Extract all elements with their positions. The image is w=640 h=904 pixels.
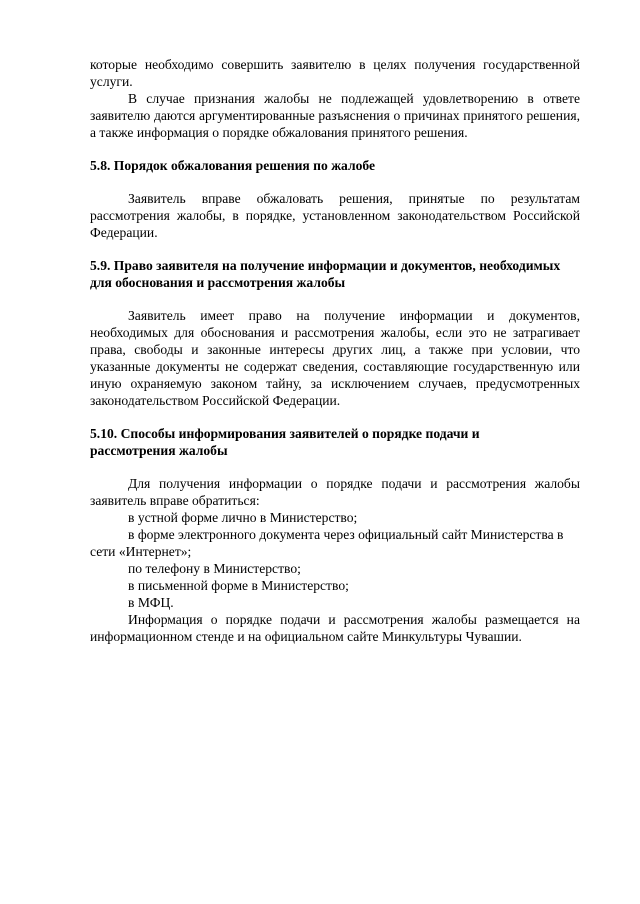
document-page	[90, 56, 580, 645]
section-5-8-paragraph: Заявитель вправе обжаловать решения, принятые по результатам рассмотрения жалобы, в порядке, установленном законодательством Российской Федерации.	[90, 191, 580, 240]
rejection-paragraph: В случае признания жалобы не подлежащей удовлетворению в ответе заявителю даются аргументированные разъяснения о причинах принятого решения, а также информация о порядке обжалования принятого решения.	[90, 91, 580, 140]
list-item: в устной форме лично в Министерство;	[128, 510, 358, 525]
continued-paragraph: которые необходимо совершить заявителю в целях получения государственной услуги.	[90, 57, 580, 89]
section-5-8-heading: 5.8. Порядок обжалования решения по жалобе	[90, 158, 376, 173]
list-item: в форме электронного документа через официальный сайт Министерства в сети «Интернет»;	[90, 527, 564, 559]
section-5-10-heading-line2: рассмотрения жалобы	[90, 443, 228, 458]
list-item: в письменной форме в Министерство;	[128, 578, 349, 593]
section-5-10-final-paragraph: Информация о порядке подачи и рассмотрения жалобы размещается на информационном стенде и на официальном сайте Минкультуры Чувашии.	[90, 612, 580, 644]
section-5-10-intro: Для получения информации о порядке подачи и рассмотрения жалобы заявитель вправе обратиться:	[90, 476, 580, 508]
section-5-9-paragraph: Заявитель имеет право на получение информации и документов, необходимых для обоснования и рассмотрения жалобы, если это не затрагивает права, свободы и законные интересы других лиц, а также при условии, что указанные документы не содержат сведения, составляющие государственную или иную охраняемую законом тайну, за исключением случаев, предусмотренных законодательством Российской Федерации.	[90, 308, 580, 408]
list-item: в МФЦ.	[128, 595, 174, 610]
contact-methods-list	[90, 509, 580, 611]
list-item: по телефону в Министерство;	[128, 561, 301, 576]
section-5-10-heading-line1: 5.10. Способы информирования заявителей о порядке подачи и	[90, 426, 480, 441]
section-5-9-heading-line2: для обоснования и рассмотрения жалобы	[90, 275, 346, 290]
section-5-9-heading-line1: 5.9. Право заявителя на получение информации и документов, необходимых	[90, 258, 561, 273]
